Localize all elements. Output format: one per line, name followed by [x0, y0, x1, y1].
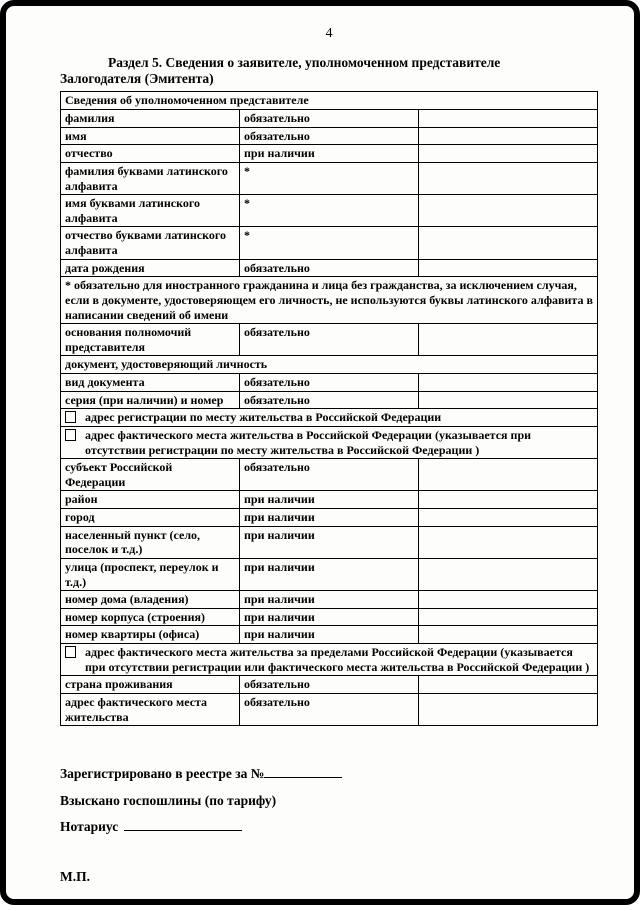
field-label: номер дома (владения)	[61, 591, 240, 609]
table-row	[61, 626, 598, 644]
checkbox-icon	[65, 411, 76, 423]
checkbox-icon	[65, 646, 76, 658]
checkbox-row-cell	[61, 409, 598, 427]
field-value-cell	[419, 127, 598, 145]
table-body	[61, 110, 598, 726]
field-label: фамилия	[61, 110, 240, 128]
table-row	[61, 459, 598, 491]
notary-footer	[60, 764, 598, 886]
field-label: серия (при наличии) и номер	[61, 391, 240, 409]
checkbox-row-cell	[61, 426, 598, 458]
field-value-cell	[419, 227, 598, 259]
field-label: адрес фактического места жительства	[61, 693, 240, 725]
field-value-cell	[419, 608, 598, 626]
notary-label: Нотариус	[60, 819, 119, 835]
table-row	[61, 608, 598, 626]
checkbox-label: адрес фактического места жительства в Российской Федерации (указывается при отсутствии регистрации по месту жительства в Российской Федерации )	[85, 427, 532, 457]
field-value-cell	[419, 162, 598, 194]
table-row	[61, 324, 598, 356]
field-label: вид документа	[61, 374, 240, 392]
table-row	[61, 145, 598, 163]
field-value-cell	[419, 195, 598, 227]
table-row	[61, 491, 598, 509]
field-requirement: *	[240, 227, 419, 259]
field-label: основания полномочий представителя	[61, 324, 240, 356]
field-label: номер квартиры (офиса)	[61, 626, 240, 644]
field-label: улица (проспект, переулок и т.д.)	[61, 558, 240, 590]
notary-line	[60, 817, 598, 837]
table-row	[61, 127, 598, 145]
section-title-line2: Залогодателя (Эмитента)	[60, 71, 214, 87]
fee-line	[60, 791, 598, 811]
field-value-cell	[419, 391, 598, 409]
field-label: имя буквами латинского алфавита	[61, 195, 240, 227]
registry-number-blank	[264, 765, 342, 778]
field-requirement: обязательно	[240, 459, 419, 491]
table-row	[61, 374, 598, 392]
table-row	[61, 259, 598, 277]
field-requirement: обязательно	[240, 110, 419, 128]
table-row	[61, 110, 598, 128]
field-label: номер корпуса (строения)	[61, 608, 240, 626]
field-requirement: при наличии	[240, 558, 419, 590]
field-label: субъект Российской Федерации	[61, 459, 240, 491]
field-requirement: при наличии	[240, 608, 419, 626]
table-row	[61, 591, 598, 609]
field-value-cell	[419, 259, 598, 277]
table-row	[61, 558, 598, 590]
field-label: дата рождения	[61, 259, 240, 277]
field-label: населенный пункт (село, поселок и т.д.)	[61, 526, 240, 558]
field-requirement: *	[240, 162, 419, 194]
field-value-cell	[419, 626, 598, 644]
table-row	[61, 526, 598, 558]
field-label: страна проживания	[61, 676, 240, 694]
notary-name-blank	[124, 818, 242, 831]
field-requirement: обязательно	[240, 391, 419, 409]
field-label: район	[61, 491, 240, 509]
field-requirement: обязательно	[240, 259, 419, 277]
field-requirement: *	[240, 195, 419, 227]
table-row	[61, 676, 598, 694]
stamp-label: М.П.	[60, 868, 90, 884]
table-row	[61, 693, 598, 725]
section-title-line1: Раздел 5. Сведения о заявителе, уполномоченном представителе	[108, 55, 501, 70]
table-row	[61, 227, 598, 259]
field-label: имя	[61, 127, 240, 145]
page-number: 4	[325, 26, 333, 41]
table-row	[61, 644, 598, 676]
table-row	[61, 356, 598, 374]
field-requirement: при наличии	[240, 145, 419, 163]
table-row	[61, 391, 598, 409]
checkbox-icon	[65, 429, 76, 441]
field-label: город	[61, 509, 240, 527]
fee-label: Взыскано госпошлины (по тарифу)	[60, 792, 277, 808]
registered-line	[60, 764, 598, 784]
registered-label: Зарегистрировано в реестре за №	[60, 766, 265, 782]
field-requirement: обязательно	[240, 127, 419, 145]
field-requirement: обязательно	[240, 374, 419, 392]
footnote-text: * обязательно для иностранного гражданина и лица без гражданства, за исключением случая, если в документе, удостоверяющем его личность, не используются буквы латинского алфавита в написании сведений об имени	[61, 277, 598, 324]
table-row	[61, 195, 598, 227]
table-row	[61, 509, 598, 527]
representative-info-table	[60, 91, 598, 726]
field-requirement: при наличии	[240, 626, 419, 644]
field-label: фамилия буквами латинского алфавита	[61, 162, 240, 194]
field-requirement: при наличии	[240, 591, 419, 609]
field-value-cell	[419, 509, 598, 527]
field-requirement: при наличии	[240, 526, 419, 558]
field-value-cell	[419, 374, 598, 392]
field-requirement: обязательно	[240, 676, 419, 694]
table-header: Сведения об уполномоченном представителе	[61, 92, 598, 110]
field-value-cell	[419, 591, 598, 609]
field-value-cell	[419, 558, 598, 590]
table-header-row	[61, 92, 598, 110]
section-row-label: документ, удостоверяющий личность	[61, 356, 598, 374]
field-value-cell	[419, 110, 598, 128]
field-requirement: при наличии	[240, 491, 419, 509]
field-value-cell	[419, 491, 598, 509]
field-requirement: обязательно	[240, 324, 419, 356]
checkbox-row-cell	[61, 644, 598, 676]
checkbox-label: адрес регистрации по месту жительства в Российской Федерации	[85, 410, 442, 425]
field-value-cell	[419, 459, 598, 491]
field-requirement: при наличии	[240, 509, 419, 527]
field-value-cell	[419, 676, 598, 694]
field-value-cell	[419, 145, 598, 163]
field-value-cell	[419, 324, 598, 356]
section-title	[60, 55, 598, 87]
table-row	[61, 162, 598, 194]
field-label: отчество буквами латинского алфавита	[61, 227, 240, 259]
field-value-cell	[419, 693, 598, 725]
table-row	[61, 277, 598, 324]
field-label: отчество	[61, 145, 240, 163]
document-page	[60, 26, 598, 893]
field-value-cell	[419, 526, 598, 558]
field-requirement: обязательно	[240, 693, 419, 725]
stamp-line	[60, 867, 598, 887]
checkbox-label: адрес фактического места жительства за пределами Российской Федерации (указывается при отсутствии регистрации или фактического места жительства в Российской Федерации )	[85, 645, 590, 674]
table-row	[61, 409, 598, 427]
table-row	[61, 426, 598, 458]
